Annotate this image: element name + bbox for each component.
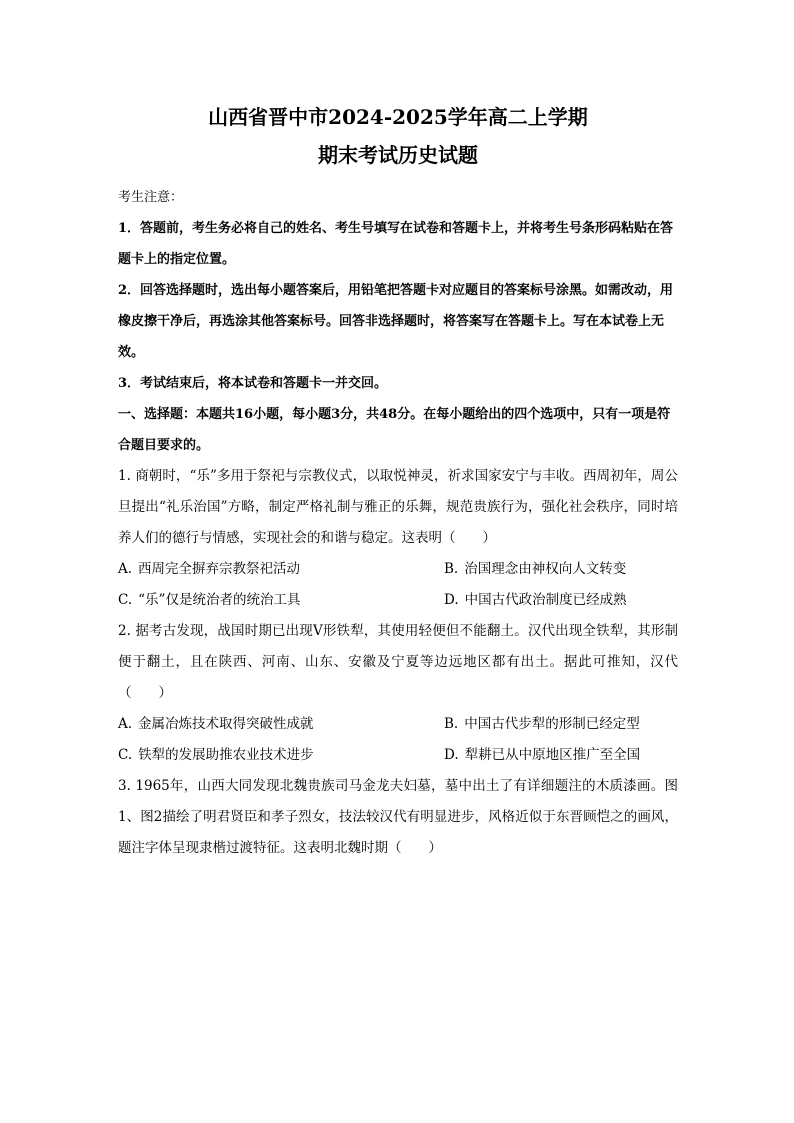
question-1-stem: 1. 商朝时，“乐”多用于祭祀与宗教仪式，以取悦神灵，祈求国家安宁与丰收。西周初年，周公旦提出“礼乐治国”方略，制定严格礼制与雅正的乐舞，规范贵族行为，强化社会秩序，同时培养人们的德行与情感，实现社会的和谐与稳定。这表明（ ） — [118, 468, 678, 546]
notice-item-2: 2．回答选择题时，选出每小题答案后，用铅笔把答题卡对应题目的答案标号涂黑。如需改动，用橡皮擦干净后，再选涂其他答案标号。回答非选择题时，将答案写在答题卡上。写在本试卷上无效。 — [118, 283, 674, 360]
option-c: C. “乐”仅是统治者的统治工具 — [118, 592, 301, 608]
exam-title: 山西省晋中市2024-2025学年高二上学期 — [208, 105, 588, 129]
exam-subtitle: 期末考试历史试题 — [318, 143, 478, 167]
option-b: B. 中国古代步犁的形制已经定型 — [444, 716, 640, 732]
question-1-options — [118, 554, 678, 616]
option-d: D. 犁耕已从中原地区推广至全国 — [444, 747, 641, 763]
question-3-stem: 3. 1965年，山西大同发现北魏贵族司马金龙夫妇墓，墓中出土了有详细题注的木质漆画。图1、图2描绘了明君贤臣和孝子烈女，技法较汉代有明显进步，风格近似于东晋顾恺之的画风，题注字体呈现隶楷过渡特征。这表明北魏时期（ ） — [118, 778, 678, 856]
question-2-stem: 2. 据考古发现，战国时期已出现V形铁犁，其使用轻便但不能翻土。汉代出现全铁犁，其形制便于翻土，且在陕西、河南、山东、安徽及宁夏等边远地区都有出土。据此可推知，汉代（ ） — [118, 623, 678, 701]
exam-page — [118, 98, 678, 864]
option-c: C. 铁犁的发展助推农业技术进步 — [118, 747, 314, 763]
notice-heading: 考生注意： — [118, 190, 184, 205]
section-heading: 一、选择题：本题共16小题，每小题3分，共48分。在每小题给出的四个选项中，只有一项是符合题目要求的。 — [118, 407, 671, 453]
option-a: A. 金属冶炼技术取得突破性成就 — [118, 716, 314, 732]
notice-item-1: 1．答题前，考生务必将自己的姓名、考生号填写在试卷和答题卡上，并将考生号条形码粘贴在答题卡上的指定位置。 — [118, 221, 674, 267]
option-d: D. 中国古代政治制度已经成熟 — [444, 592, 627, 608]
option-a: A. 西周完全摒弃宗教祭祀活动 — [118, 561, 301, 577]
option-b: B. 治国理念由神权向人文转变 — [444, 561, 627, 577]
question-2-options — [118, 709, 678, 771]
notice-item-3: 3．考试结束后，将本试卷和答题卡一并交回。 — [118, 376, 388, 391]
